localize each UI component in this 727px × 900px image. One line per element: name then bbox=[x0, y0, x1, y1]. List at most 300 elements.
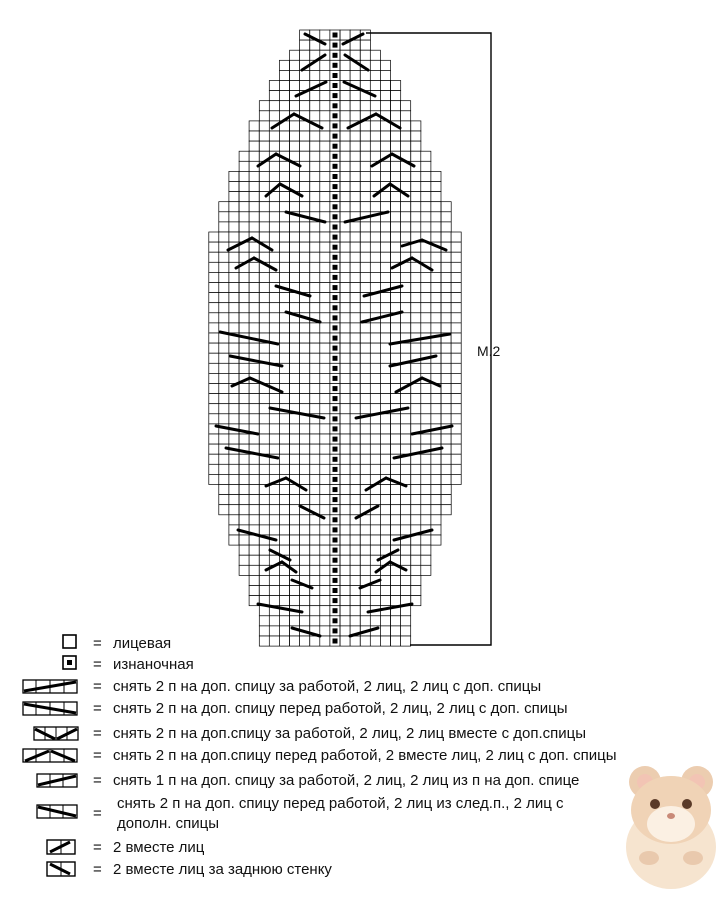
legend-text-k2tog-tbl: 2 вместе лиц за заднюю стенку bbox=[113, 861, 332, 878]
knit-cell bbox=[320, 70, 330, 80]
knit-cell bbox=[340, 575, 350, 585]
knit-cell bbox=[229, 313, 239, 323]
knit-cell bbox=[421, 515, 431, 525]
knit-cell bbox=[380, 353, 390, 363]
knit-cell bbox=[290, 151, 300, 161]
knit-cell bbox=[391, 131, 401, 141]
knit-cell bbox=[320, 30, 330, 40]
knit-cell bbox=[219, 373, 229, 383]
knit-cell bbox=[209, 303, 219, 313]
knit-cell bbox=[401, 394, 411, 404]
knit-cell bbox=[269, 575, 279, 585]
knit-cell bbox=[340, 444, 350, 454]
knit-cell bbox=[431, 182, 441, 192]
knit-cell bbox=[229, 171, 239, 181]
knit-cell bbox=[401, 272, 411, 282]
knit-cell bbox=[279, 323, 289, 333]
knit-cell bbox=[370, 353, 380, 363]
knit-cell bbox=[370, 262, 380, 272]
knit-cell bbox=[431, 505, 441, 515]
knit-cell bbox=[249, 515, 259, 525]
purl-dot bbox=[333, 245, 338, 250]
knit-cell bbox=[441, 272, 451, 282]
knit-cell bbox=[411, 434, 421, 444]
knit-cell bbox=[360, 596, 370, 606]
knit-cell bbox=[441, 505, 451, 515]
knit-cell bbox=[391, 272, 401, 282]
knit-cell bbox=[421, 384, 431, 394]
knit-cell bbox=[269, 313, 279, 323]
knit-cell bbox=[391, 596, 401, 606]
knit-cell bbox=[320, 293, 330, 303]
knit-cell bbox=[340, 414, 350, 424]
knit-cell bbox=[290, 141, 300, 151]
knit-cell bbox=[360, 131, 370, 141]
knit-cell bbox=[391, 161, 401, 171]
knit-cell bbox=[209, 404, 219, 414]
knit-cell bbox=[391, 212, 401, 222]
knit-cell bbox=[431, 363, 441, 373]
knit-cell bbox=[229, 222, 239, 232]
knit-cell bbox=[279, 101, 289, 111]
knit-cell bbox=[310, 394, 320, 404]
knit-cell bbox=[360, 616, 370, 626]
knit-cell bbox=[300, 535, 310, 545]
knit-cell bbox=[320, 596, 330, 606]
knit-cell bbox=[259, 464, 269, 474]
knit-cell bbox=[290, 242, 300, 252]
knit-cell bbox=[451, 394, 461, 404]
knit-cell bbox=[340, 626, 350, 636]
knit-cell bbox=[249, 141, 259, 151]
knit-cell bbox=[360, 252, 370, 262]
knit-cell bbox=[229, 515, 239, 525]
knit-cell bbox=[259, 343, 269, 353]
knit-cell bbox=[320, 606, 330, 616]
knit-cell bbox=[239, 414, 249, 424]
knit-cell bbox=[350, 384, 360, 394]
knit-cell bbox=[391, 485, 401, 495]
knit-cell bbox=[310, 575, 320, 585]
knit-cell bbox=[300, 262, 310, 272]
knit-cell bbox=[279, 252, 289, 262]
knit-cell bbox=[310, 525, 320, 535]
knit-cell bbox=[360, 262, 370, 272]
knit-cell bbox=[300, 101, 310, 111]
knit-cell bbox=[421, 212, 431, 222]
knit-cell bbox=[239, 212, 249, 222]
knit-cell bbox=[219, 485, 229, 495]
knit-cell bbox=[320, 545, 330, 555]
knit-cell bbox=[209, 384, 219, 394]
knit-cell bbox=[340, 545, 350, 555]
knit-cell bbox=[411, 515, 421, 525]
knit-cell bbox=[340, 525, 350, 535]
knit-cell bbox=[249, 495, 259, 505]
knit-cell bbox=[219, 404, 229, 414]
knit-cell bbox=[411, 171, 421, 181]
knit-cell bbox=[279, 515, 289, 525]
knit-cell bbox=[269, 252, 279, 262]
knit-cell bbox=[451, 323, 461, 333]
knit-cell bbox=[259, 515, 269, 525]
knit-cell bbox=[370, 384, 380, 394]
knit-cell bbox=[441, 343, 451, 353]
knit-cell bbox=[401, 414, 411, 424]
knit-cell bbox=[340, 303, 350, 313]
knit-cell bbox=[249, 192, 259, 202]
knit-cell bbox=[290, 272, 300, 282]
knit-cell bbox=[360, 394, 370, 404]
knit-cell bbox=[360, 171, 370, 181]
knit-cell bbox=[411, 363, 421, 373]
legend-text-knit: лицевая bbox=[113, 635, 172, 652]
knit-cell bbox=[360, 141, 370, 151]
knit-cell bbox=[239, 384, 249, 394]
knit-cell bbox=[360, 434, 370, 444]
knit-cell bbox=[370, 333, 380, 343]
knit-cell bbox=[239, 394, 249, 404]
knit-cell bbox=[391, 394, 401, 404]
knit-cell bbox=[421, 151, 431, 161]
knit-cell bbox=[451, 242, 461, 252]
knit-cell bbox=[320, 525, 330, 535]
knit-cell bbox=[320, 161, 330, 171]
knit-cell bbox=[249, 202, 259, 212]
knit-cell bbox=[411, 182, 421, 192]
knit-cell bbox=[391, 202, 401, 212]
purl-dot bbox=[333, 144, 338, 149]
knit-cell bbox=[441, 384, 451, 394]
knit-cell bbox=[300, 394, 310, 404]
knit-cell bbox=[391, 101, 401, 111]
knit-cell bbox=[239, 363, 249, 373]
knit-cell bbox=[451, 474, 461, 484]
knit-cell bbox=[350, 485, 360, 495]
knit-cell bbox=[249, 394, 259, 404]
knit-cell bbox=[350, 596, 360, 606]
knit-cell bbox=[209, 474, 219, 484]
knit-cell bbox=[290, 333, 300, 343]
knit-cell bbox=[239, 202, 249, 212]
knit-cell bbox=[249, 313, 259, 323]
knit-cell bbox=[269, 171, 279, 181]
knit-cell bbox=[350, 555, 360, 565]
knit-cell bbox=[249, 454, 259, 464]
knit-cell bbox=[249, 343, 259, 353]
knit-cell bbox=[340, 242, 350, 252]
knit-cell bbox=[310, 454, 320, 464]
knit-cell bbox=[370, 444, 380, 454]
knit-cell bbox=[360, 464, 370, 474]
knit-cell bbox=[370, 586, 380, 596]
knit-cell bbox=[279, 454, 289, 464]
knit-cell bbox=[401, 444, 411, 454]
knit-cell bbox=[239, 565, 249, 575]
knit-cell bbox=[380, 70, 390, 80]
knit-cell bbox=[249, 414, 259, 424]
knit-cell bbox=[229, 434, 239, 444]
knit-cell bbox=[279, 535, 289, 545]
knit-cell bbox=[401, 182, 411, 192]
purl-dot bbox=[333, 194, 338, 199]
knit-cell bbox=[239, 313, 249, 323]
knit-cell bbox=[441, 313, 451, 323]
knit-cell bbox=[431, 343, 441, 353]
knit-cell bbox=[421, 252, 431, 262]
knit-cell bbox=[350, 70, 360, 80]
k2tog-symbol-icon bbox=[46, 838, 78, 856]
knit-cell bbox=[320, 192, 330, 202]
knit-cell bbox=[269, 141, 279, 151]
knit-cell bbox=[209, 283, 219, 293]
knit-cell bbox=[300, 171, 310, 181]
knit-cell bbox=[441, 323, 451, 333]
knit-cell bbox=[431, 283, 441, 293]
knit-cell bbox=[370, 222, 380, 232]
knit-cell bbox=[300, 252, 310, 262]
knit-cell bbox=[249, 242, 259, 252]
knit-cell bbox=[310, 545, 320, 555]
knit-cell bbox=[320, 111, 330, 121]
knit-cell bbox=[320, 444, 330, 454]
knit-cell bbox=[380, 495, 390, 505]
knit-cell bbox=[209, 434, 219, 444]
knit-cell bbox=[259, 424, 269, 434]
knit-cell bbox=[239, 343, 249, 353]
purl-dot bbox=[333, 174, 338, 179]
knit-cell bbox=[340, 60, 350, 70]
knit-cell bbox=[300, 596, 310, 606]
purl-dot bbox=[333, 578, 338, 583]
knit-cell bbox=[380, 272, 390, 282]
knit-cell bbox=[370, 232, 380, 242]
knit-cell bbox=[310, 131, 320, 141]
knit-cell bbox=[249, 303, 259, 313]
hamster-mascot-icon bbox=[615, 752, 723, 892]
knit-cell bbox=[290, 293, 300, 303]
knit-cell bbox=[269, 495, 279, 505]
knit-cell bbox=[380, 202, 390, 212]
knit-cell bbox=[340, 262, 350, 272]
knit-cell bbox=[310, 293, 320, 303]
knit-cell bbox=[229, 414, 239, 424]
purl-dot bbox=[333, 416, 338, 421]
knit-cell bbox=[320, 495, 330, 505]
knit-cell bbox=[350, 323, 360, 333]
knit-cell bbox=[320, 323, 330, 333]
knit-cell bbox=[411, 464, 421, 474]
knit-cell bbox=[441, 373, 451, 383]
knit-cell bbox=[229, 454, 239, 464]
knit-cell bbox=[219, 474, 229, 484]
knit-cell bbox=[360, 535, 370, 545]
purl-dot bbox=[333, 426, 338, 431]
knit-cell bbox=[279, 424, 289, 434]
knit-cell bbox=[300, 636, 310, 646]
knit-cell bbox=[431, 323, 441, 333]
purl-dot bbox=[333, 527, 338, 532]
knit-cell bbox=[350, 636, 360, 646]
purl-dot bbox=[333, 639, 338, 644]
knit-cell bbox=[350, 192, 360, 202]
knit-cell bbox=[279, 91, 289, 101]
knit-cell bbox=[421, 555, 431, 565]
knit-cell bbox=[249, 283, 259, 293]
knit-cell bbox=[279, 626, 289, 636]
knit-cell bbox=[249, 182, 259, 192]
knit-cell bbox=[370, 242, 380, 252]
knit-cell bbox=[320, 333, 330, 343]
knit-cell bbox=[350, 40, 360, 50]
knit-cell bbox=[360, 333, 370, 343]
knit-cell bbox=[249, 555, 259, 565]
knit-cell bbox=[269, 222, 279, 232]
knit-cell bbox=[310, 232, 320, 242]
knit-cell bbox=[370, 121, 380, 131]
knit-cell bbox=[340, 636, 350, 646]
knit-cell bbox=[411, 555, 421, 565]
knit-cell bbox=[350, 424, 360, 434]
knit-cell bbox=[350, 464, 360, 474]
knit-cell bbox=[239, 222, 249, 232]
knit-cell bbox=[239, 283, 249, 293]
knit-cell bbox=[229, 535, 239, 545]
knit-cell bbox=[209, 454, 219, 464]
knit-cell bbox=[431, 454, 441, 464]
knit-cell bbox=[360, 343, 370, 353]
knit-cell bbox=[239, 545, 249, 555]
knit-cell bbox=[320, 404, 330, 414]
knit-cell bbox=[279, 414, 289, 424]
legend-text-cable-front-dec: снять 2 п на доп.спицу перед работой, 2 вместе лиц, 2 лиц с доп. спицы bbox=[113, 747, 617, 764]
knit-cell bbox=[340, 131, 350, 141]
knit-cell bbox=[360, 232, 370, 242]
purl-dot bbox=[333, 346, 338, 351]
knit-cell bbox=[340, 313, 350, 323]
purl-dot bbox=[333, 184, 338, 189]
knit-cell bbox=[290, 616, 300, 626]
knit-cell bbox=[421, 394, 431, 404]
knit-cell bbox=[340, 323, 350, 333]
knit-cell bbox=[401, 121, 411, 131]
knit-cell bbox=[380, 161, 390, 171]
knit-cell bbox=[441, 222, 451, 232]
knit-cell bbox=[310, 535, 320, 545]
knit-cell bbox=[320, 373, 330, 383]
knit-cell bbox=[411, 313, 421, 323]
knit-cell bbox=[441, 404, 451, 414]
knit-cell bbox=[259, 293, 269, 303]
knit-cell bbox=[269, 464, 279, 474]
knit-cell bbox=[391, 515, 401, 525]
knit-cell bbox=[300, 343, 310, 353]
knit-cell bbox=[411, 222, 421, 232]
purl-dot bbox=[333, 396, 338, 401]
knit-cell bbox=[431, 394, 441, 404]
knit-cell bbox=[380, 363, 390, 373]
knit-cell bbox=[360, 40, 370, 50]
knit-cell bbox=[310, 363, 320, 373]
knit-cell bbox=[411, 283, 421, 293]
knit-cell bbox=[441, 434, 451, 444]
knit-cell bbox=[229, 323, 239, 333]
knit-cell bbox=[380, 252, 390, 262]
knit-cell bbox=[441, 414, 451, 424]
knit-cell bbox=[340, 30, 350, 40]
knit-cell bbox=[441, 495, 451, 505]
purl-dot bbox=[333, 164, 338, 169]
knit-cell bbox=[209, 444, 219, 454]
purl-dot bbox=[333, 315, 338, 320]
knit-cell bbox=[350, 111, 360, 121]
knit-cell bbox=[340, 111, 350, 121]
cable-1x2-inc-symbol-icon bbox=[36, 771, 80, 789]
purl-dot bbox=[333, 255, 338, 260]
knit-cell bbox=[360, 404, 370, 414]
knit-cell bbox=[451, 343, 461, 353]
knit-cell bbox=[340, 616, 350, 626]
knit-cell bbox=[340, 515, 350, 525]
knit-cell bbox=[360, 50, 370, 60]
knit-cell bbox=[269, 91, 279, 101]
knit-cell bbox=[209, 414, 219, 424]
center-purl-column bbox=[333, 33, 338, 644]
knit-cell bbox=[421, 434, 431, 444]
knit-cell bbox=[290, 363, 300, 373]
knit-cell bbox=[401, 616, 411, 626]
knit-cell bbox=[421, 535, 431, 545]
knit-cell bbox=[360, 101, 370, 111]
knit-cell bbox=[320, 151, 330, 161]
knit-cell bbox=[249, 151, 259, 161]
knit-cell bbox=[411, 505, 421, 515]
knit-cell bbox=[421, 313, 431, 323]
purl-dot bbox=[333, 93, 338, 98]
knit-cell bbox=[320, 555, 330, 565]
knit-cell bbox=[340, 353, 350, 363]
knit-cell bbox=[310, 384, 320, 394]
knit-cell bbox=[290, 101, 300, 111]
knit-cell bbox=[259, 212, 269, 222]
knit-cell bbox=[391, 464, 401, 474]
knit-cell bbox=[269, 434, 279, 444]
knit-cell bbox=[290, 495, 300, 505]
knit-cell bbox=[401, 495, 411, 505]
knit-cell bbox=[320, 454, 330, 464]
knit-cell bbox=[269, 505, 279, 515]
knit-cell bbox=[350, 616, 360, 626]
knit-cell bbox=[219, 222, 229, 232]
knit-cell bbox=[421, 505, 431, 515]
knit-cell bbox=[279, 171, 289, 181]
knit-cell bbox=[431, 303, 441, 313]
knit-cell bbox=[269, 303, 279, 313]
knit-cell bbox=[360, 202, 370, 212]
knit-cell bbox=[239, 505, 249, 515]
knit-cell bbox=[380, 222, 390, 232]
knit-cell bbox=[259, 474, 269, 484]
purl-dot bbox=[333, 608, 338, 613]
knit-cell bbox=[219, 283, 229, 293]
knit-cell bbox=[340, 485, 350, 495]
purl-dot bbox=[333, 235, 338, 240]
knit-cell bbox=[401, 626, 411, 636]
knit-cell bbox=[431, 171, 441, 181]
knit-cell bbox=[401, 636, 411, 646]
knit-cell bbox=[370, 131, 380, 141]
knit-cell bbox=[451, 262, 461, 272]
